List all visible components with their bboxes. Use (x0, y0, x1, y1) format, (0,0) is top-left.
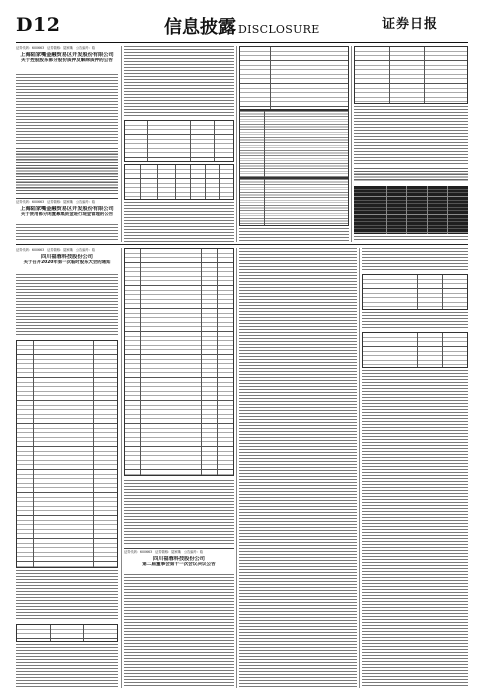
vote-body-2 (362, 370, 468, 688)
header-rule (16, 42, 468, 43)
column-divider (359, 248, 360, 688)
column-divider (121, 46, 122, 242)
notice-1-title-line-1: 上海陆家嘴金融贸易区开发股份有限公司 (20, 52, 114, 58)
notice-2-table-2 (124, 164, 234, 200)
info-table-text-2 (239, 178, 349, 226)
vote-body (362, 312, 468, 328)
lower-column-3 (239, 248, 357, 688)
notice-2-body-end (124, 202, 234, 242)
section-title-en: DISCLOSURE (238, 23, 320, 36)
proposal-table-cont (124, 248, 234, 476)
upper-col3-body (239, 228, 349, 242)
notice-2-table (124, 120, 234, 162)
vote-table-2 (362, 332, 468, 368)
notice-2-body (16, 224, 118, 242)
notice-3-body (16, 274, 118, 336)
notice-2-title-line-1: 上海陆家嘴金融贸易区开发股份有限公司 (20, 206, 114, 212)
fund-footer (354, 236, 468, 242)
lower-column-4 (362, 248, 468, 688)
upper-column-2 (124, 46, 234, 242)
notice-3-body-3 (16, 644, 118, 688)
notice-2-body-cont (124, 46, 234, 116)
small-table (16, 624, 118, 642)
section-title-cn: 信息披露 (164, 17, 236, 38)
notice-1-code: 证券代码：600663 证券简称：陆家嘴 公告编号：临 (16, 46, 96, 50)
notice-3-body-4 (124, 480, 234, 544)
notice-2-code: 证券代码：600663 证券简称：陆家嘴 公告编号：临 (16, 200, 96, 204)
upper-column-1 (16, 46, 118, 242)
newspaper-logo: 证券日报 (381, 17, 438, 32)
notice-3-title-line-2: 关于召开2020年第一次临时股东大会的通知 (23, 260, 111, 265)
column-divider (236, 248, 237, 688)
column-divider (121, 248, 122, 688)
column-divider (236, 46, 237, 242)
page-header (16, 14, 468, 40)
proposal-table (16, 340, 118, 568)
upper-column-4 (354, 46, 468, 242)
notice-divider (124, 548, 234, 549)
notice-4-body (124, 574, 234, 688)
notice-1-body (16, 74, 118, 146)
fund-table (354, 46, 468, 104)
section-title (164, 13, 320, 39)
notice-1-body-2 (16, 148, 118, 194)
info-table (239, 46, 349, 110)
notice-3-body-2 (16, 570, 118, 620)
lower-column-1 (16, 248, 118, 688)
fold-rule (16, 244, 468, 245)
lower-column-2 (124, 248, 234, 688)
notice-divider (16, 198, 118, 199)
page-number: D12 (16, 14, 61, 36)
notice-4-body-end (362, 248, 468, 270)
fund-body-2 (354, 168, 468, 182)
dark-data-table (354, 186, 468, 234)
notice-2-title-line-2: 关于使用部分闲置募集资金进行现金管理的公告 (20, 212, 114, 217)
fund-body (354, 106, 468, 164)
notice-4-title-line-2: 第二届董事会第十一次会议决议公告 (142, 562, 216, 567)
notice-3-title-line-1: 四川福蓉科技股份公司 (41, 254, 93, 260)
vote-table (362, 274, 468, 310)
notice-4-title-line-1: 四川福蓉科技股份公司 (153, 556, 205, 562)
upper-column-3 (239, 46, 349, 242)
column-divider (351, 46, 352, 242)
notice-1-title-line-2: 关于控股股东部分股份质押及解除质押的公告 (21, 58, 113, 63)
notice-3-code: 证券代码：600663 证券简称：陆家嘴 公告编号：临 (16, 248, 96, 252)
notice-4-code: 证券代码：600663 证券简称：陆家嘴 公告编号：临 (124, 550, 204, 554)
info-table-text (239, 110, 349, 178)
notice-4-body-cont (239, 248, 357, 688)
